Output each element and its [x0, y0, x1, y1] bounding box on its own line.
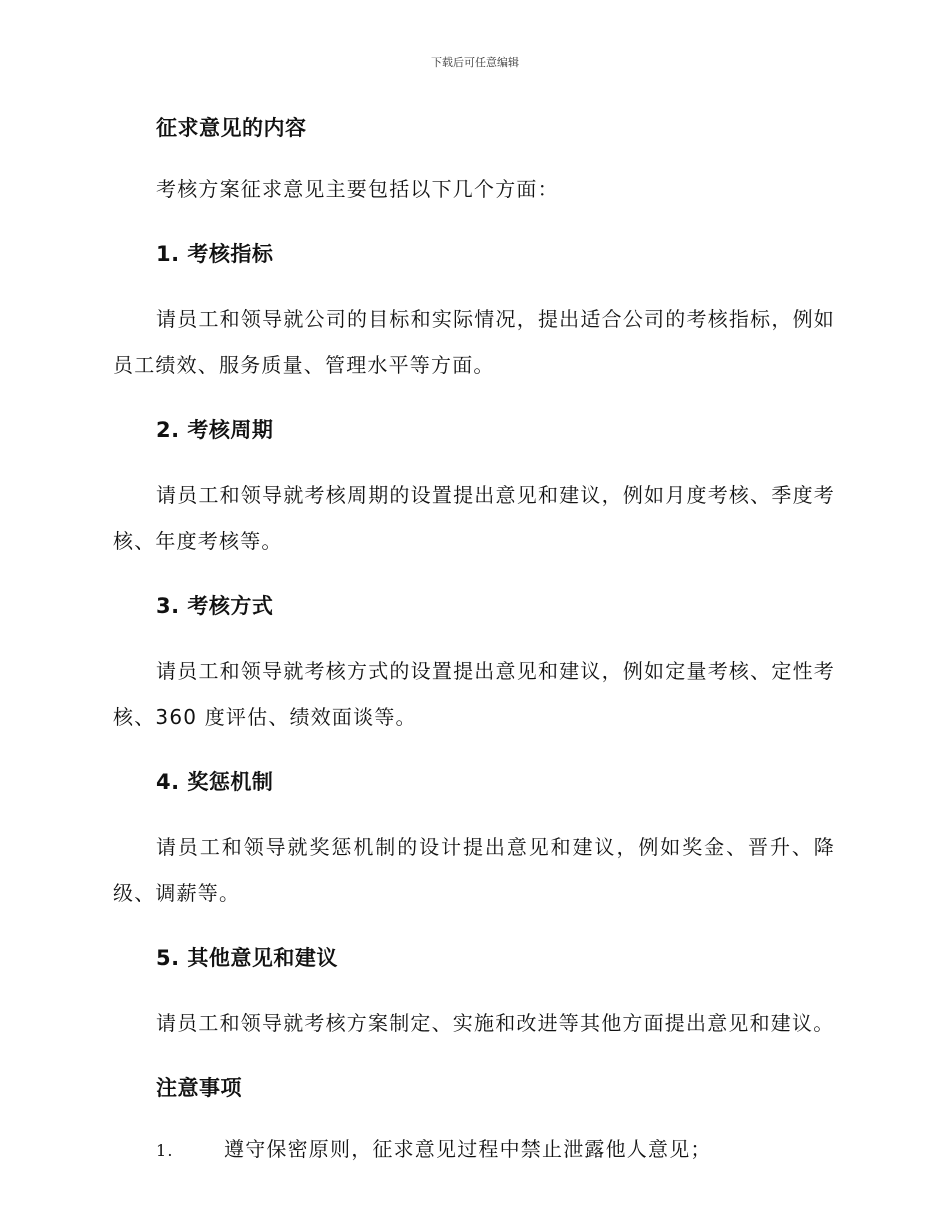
- list-item-number: 1.: [156, 1141, 174, 1160]
- paragraph-rewards: 请员工和领导就奖惩机制的设计提出意见和建议，例如奖金、晋升、降级、调薪等。: [113, 835, 835, 905]
- paragraph-other: 请员工和领导就考核方案制定、实施和改进等其他方面提出意见和建议。: [156, 1011, 835, 1035]
- heading-cycle: 2. 考核周期: [156, 418, 274, 442]
- heading-method: 3. 考核方式: [156, 594, 274, 618]
- paragraph-indicators: 请员工和领导就公司的目标和实际情况，提出适合公司的考核指标，例如员工绩效、服务质量、管理水平等方面。: [113, 307, 835, 377]
- list-item-text: 遵守保密原则，征求意见过程中禁止泄露他人意见；: [224, 1137, 712, 1161]
- heading-rewards: 4. 奖惩机制: [156, 770, 274, 794]
- paragraph-method: 请员工和领导就考核方式的设置提出意见和建议，例如定量考核、定性考核、360 度评估、绩效面谈等。: [113, 659, 835, 729]
- paragraph-cycle: 请员工和领导就考核周期的设置提出意见和建议，例如月度考核、季度考核、年度考核等。: [113, 483, 835, 553]
- document-body: [113, 112, 835, 1174]
- intro-paragraph: 考核方案征求意见主要包括以下几个方面：: [156, 177, 559, 201]
- list-item: [113, 1126, 835, 1174]
- section-title-content: 征求意见的内容: [156, 116, 307, 140]
- header-note: 下载后可任意编辑: [431, 56, 519, 69]
- heading-indicators: 1. 考核指标: [156, 242, 274, 266]
- section-title-notes: 注意事项: [156, 1076, 242, 1100]
- heading-other: 5. 其他意见和建议: [156, 946, 338, 970]
